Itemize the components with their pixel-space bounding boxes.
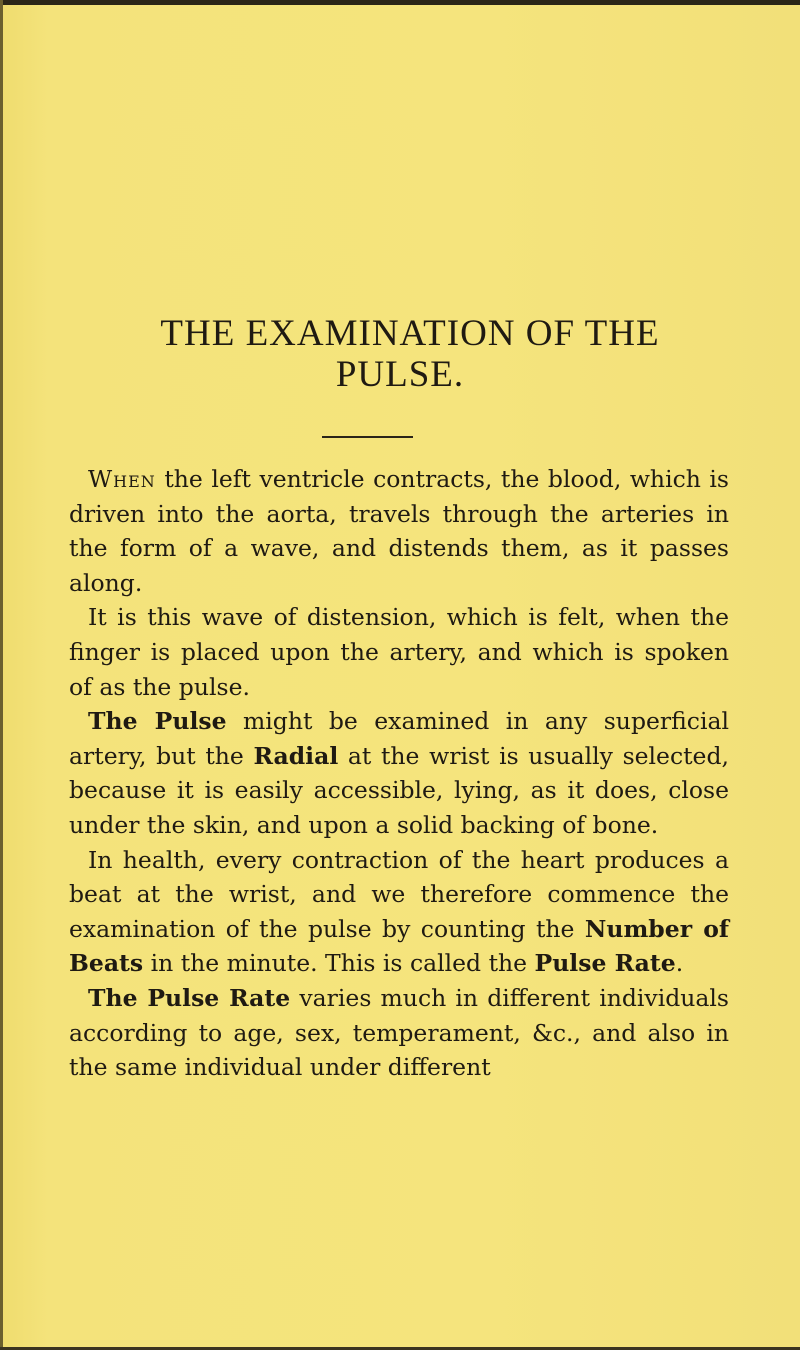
paragraph-3-text-1: might be examined in any superficial artery, but the xyxy=(69,707,730,770)
paragraph-4-bold-number-of-beats: Number of Beats xyxy=(69,914,729,978)
body-text xyxy=(69,462,729,1085)
paragraph-3-bold-radial: Radial xyxy=(253,741,339,770)
chapter-title-line-1: THE EXAMINATION OF THE xyxy=(160,313,660,354)
paragraph-3-bold-the-pulse: The Pulse xyxy=(88,707,227,736)
page-top-edge xyxy=(0,0,800,5)
paragraph-5-bold-the-pulse-rate: The Pulse Rate xyxy=(88,983,291,1012)
paragraph-4 xyxy=(69,843,729,981)
title-divider-rule xyxy=(322,436,413,438)
paragraph-2-text: It is this wave of distension, which is felt, when the finger is placed upon the artery, and which is spoken of as the pulse. xyxy=(69,603,729,701)
paragraph-1-lead: When xyxy=(88,465,156,493)
paragraph-5 xyxy=(69,981,729,1085)
paragraph-1-text: the left ventricle contracts, the blood, which is driven into the aorta, travels through the arteries in the form of a wave, and distends them, as it passes along. xyxy=(69,465,729,597)
paragraph-5-text: varies much in different individuals according to age, sex, temperament, &c., and also in the same individual under different xyxy=(69,983,729,1082)
paragraph-2 xyxy=(69,600,729,704)
paragraph-4-bold-pulse-rate: Pulse Rate xyxy=(534,949,676,978)
page-left-edge xyxy=(0,0,3,1350)
paragraph-3 xyxy=(69,704,729,842)
paragraph-4-text-1: In health, every contraction of the heart produces a beat at the wrist, and we therefore commence the examination of the pulse by counting the xyxy=(69,845,729,943)
paragraph-4-text-2: in the minute. This is called the xyxy=(143,949,535,978)
chapter-title-line-2: PULSE. xyxy=(335,354,465,395)
paragraph-1 xyxy=(69,462,729,600)
paragraph-4-text-3: . xyxy=(675,949,684,978)
paragraph-3-text-2: at the wrist is usually selected, because it is easily accessible, lying, as it does, close under the skin, and upon a solid backing of bone. xyxy=(69,741,729,839)
